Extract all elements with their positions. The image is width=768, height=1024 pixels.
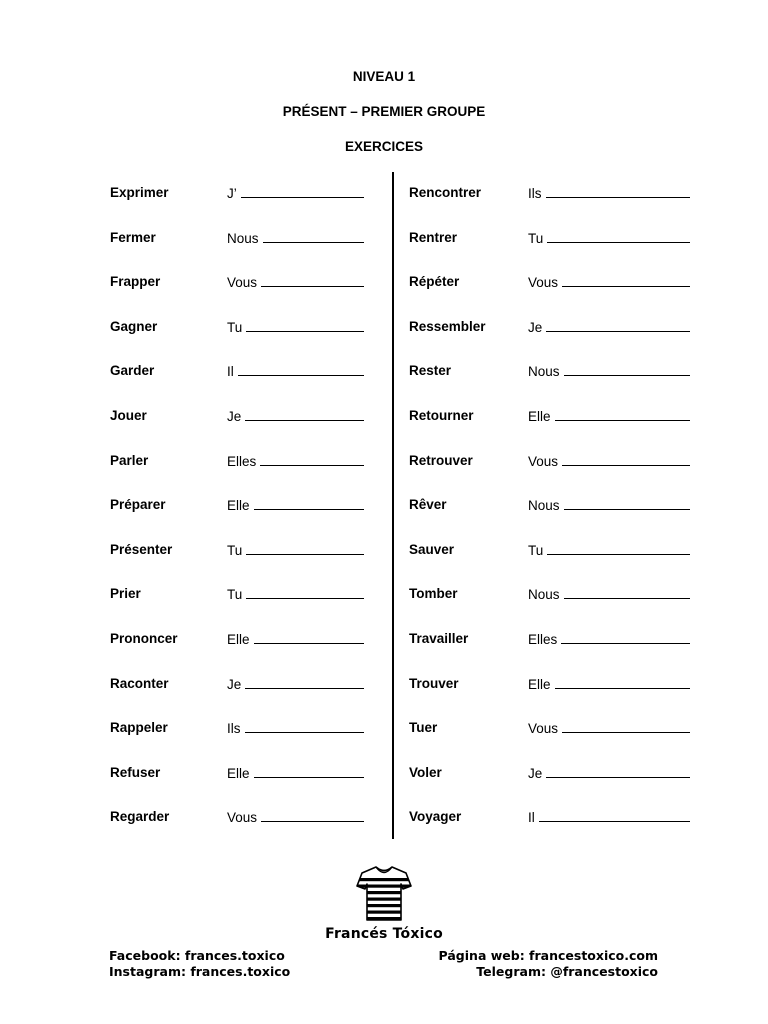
verb-label: Exprimer <box>110 185 169 200</box>
answer-field[interactable] <box>528 765 690 781</box>
pronoun-label: Je <box>227 677 242 692</box>
answer-field[interactable] <box>528 274 690 290</box>
verb-label: Regarder <box>110 809 170 824</box>
answer-field[interactable] <box>227 185 364 201</box>
brand-name: Francés Tóxico <box>325 926 443 942</box>
pronoun-label: Je <box>227 409 242 424</box>
pronoun-label: Elles <box>528 632 558 647</box>
answer-field[interactable] <box>227 363 364 379</box>
answer-blank[interactable] <box>561 631 690 644</box>
verb-label: Retourner <box>409 408 474 423</box>
answer-blank[interactable] <box>546 319 690 332</box>
answer-field[interactable] <box>528 363 690 379</box>
answer-field[interactable] <box>227 631 364 647</box>
topic-title: PRÉSENT – PREMIER GROUPE <box>282 104 486 119</box>
verb-label: Répéter <box>409 274 460 289</box>
answer-blank[interactable] <box>263 230 364 243</box>
verb-label: Jouer <box>110 408 147 423</box>
verb-label: Frapper <box>110 274 161 289</box>
brand-logo <box>324 864 444 942</box>
answer-blank[interactable] <box>261 274 364 287</box>
verb-label: Voyager <box>409 809 462 824</box>
pronoun-label: Tu <box>227 587 243 602</box>
answer-field[interactable] <box>227 765 364 781</box>
pronoun-label: Je <box>528 320 543 335</box>
answer-field[interactable] <box>528 185 690 201</box>
answer-blank[interactable] <box>246 586 364 599</box>
pronoun-label: Vous <box>227 810 258 825</box>
pronoun-label: Il <box>227 364 234 379</box>
answer-blank[interactable] <box>562 274 690 287</box>
verb-label: Fermer <box>110 230 156 245</box>
verb-label: Raconter <box>110 676 169 691</box>
facebook-link[interactable]: Facebook: frances.toxico <box>109 948 285 963</box>
pronoun-label: Nous <box>227 231 259 246</box>
pronoun-label: Elle <box>227 498 250 513</box>
level-title: NIVEAU 1 <box>352 69 416 84</box>
answer-blank[interactable] <box>555 676 690 689</box>
pronoun-label: Il <box>528 810 535 825</box>
pronoun-label: Tu <box>528 543 544 558</box>
pronoun-label: Elle <box>528 677 551 692</box>
answer-blank[interactable] <box>245 676 364 689</box>
answer-blank[interactable] <box>245 720 365 733</box>
answer-field[interactable] <box>528 676 690 692</box>
verb-label: Ressembler <box>409 319 486 334</box>
verb-label: Prier <box>110 586 141 601</box>
column-divider <box>392 172 394 839</box>
verb-label: Prononcer <box>110 631 178 646</box>
answer-blank[interactable] <box>254 497 364 510</box>
answer-blank[interactable] <box>547 230 690 243</box>
answer-blank[interactable] <box>547 542 690 555</box>
answer-field[interactable] <box>528 408 690 424</box>
answer-field[interactable] <box>227 408 364 424</box>
pronoun-label: Vous <box>528 275 559 290</box>
verb-label: Sauver <box>409 542 455 557</box>
instagram-link[interactable]: Instagram: frances.toxico <box>109 964 291 979</box>
answer-field[interactable] <box>528 453 690 469</box>
answer-field[interactable] <box>227 453 364 469</box>
pronoun-label: Nous <box>528 498 560 513</box>
answer-field[interactable] <box>227 542 364 558</box>
answer-field[interactable] <box>227 676 364 692</box>
verb-label: Tomber <box>409 586 458 601</box>
pronoun-label: Elle <box>528 409 551 424</box>
verb-label: Travailler <box>409 631 469 646</box>
answer-blank[interactable] <box>546 185 691 198</box>
verb-label: Garder <box>110 363 155 378</box>
pronoun-label: Elle <box>227 766 250 781</box>
verb-label: Rappeler <box>110 720 168 735</box>
answer-field[interactable] <box>528 809 690 825</box>
pronoun-label: Vous <box>528 721 559 736</box>
answer-field[interactable] <box>528 497 690 513</box>
answer-field[interactable] <box>227 274 364 290</box>
pronoun-label: Nous <box>528 364 560 379</box>
pronoun-label: Tu <box>227 320 243 335</box>
pronoun-label: Vous <box>528 454 559 469</box>
answer-blank[interactable] <box>246 319 364 332</box>
verb-label: Refuser <box>110 765 161 780</box>
answer-field[interactable] <box>528 542 690 558</box>
verb-label: Tuer <box>409 720 438 735</box>
verb-label: Voler <box>409 765 442 780</box>
answer-field[interactable] <box>227 809 364 825</box>
verb-label: Parler <box>110 453 149 468</box>
answer-blank[interactable] <box>241 185 364 198</box>
answer-field[interactable] <box>528 720 690 736</box>
answer-blank[interactable] <box>564 497 690 510</box>
answer-field[interactable] <box>227 319 364 335</box>
pronoun-label: Tu <box>528 231 544 246</box>
answer-field[interactable] <box>528 631 690 647</box>
verb-label: Préparer <box>110 497 166 512</box>
verb-label: Rester <box>409 363 452 378</box>
verb-label: Présenter <box>110 542 173 557</box>
answer-field[interactable] <box>227 497 364 513</box>
answer-blank[interactable] <box>562 720 690 733</box>
verb-label: Rentrer <box>409 230 458 245</box>
answer-blank[interactable] <box>254 765 364 778</box>
verb-label: Trouver <box>409 676 459 691</box>
telegram-link[interactable]: Telegram: @francestoxico <box>476 964 658 979</box>
answer-blank[interactable] <box>564 586 690 599</box>
pronoun-label: Ils <box>227 721 241 736</box>
answer-field[interactable] <box>227 586 364 602</box>
answer-blank[interactable] <box>246 542 364 555</box>
pronoun-label: Tu <box>227 543 243 558</box>
answer-blank[interactable] <box>564 363 690 376</box>
answer-blank[interactable] <box>261 809 364 822</box>
answer-blank[interactable] <box>555 408 690 421</box>
pronoun-label: Ils <box>528 186 542 201</box>
answer-blank[interactable] <box>245 408 364 421</box>
verb-label: Rêver <box>409 497 447 512</box>
answer-field[interactable] <box>227 720 364 736</box>
answer-blank[interactable] <box>260 453 364 466</box>
verb-label: Rencontrer <box>409 185 482 200</box>
verb-label: Retrouver <box>409 453 473 468</box>
answer-field[interactable] <box>227 230 364 246</box>
answer-field[interactable] <box>528 319 690 335</box>
answer-blank[interactable] <box>254 631 364 644</box>
pronoun-label: J’ <box>227 186 237 201</box>
answer-blank[interactable] <box>562 453 690 466</box>
answer-field[interactable] <box>528 230 690 246</box>
answer-blank[interactable] <box>546 765 690 778</box>
website-link[interactable]: Página web: francestoxico.com <box>438 948 658 963</box>
pronoun-label: Elle <box>227 632 250 647</box>
pronoun-label: Nous <box>528 587 560 602</box>
verb-label: Gagner <box>110 319 158 334</box>
pronoun-label: Elles <box>227 454 257 469</box>
answer-field[interactable] <box>528 586 690 602</box>
striped-shirt-icon <box>354 864 414 922</box>
pronoun-label: Vous <box>227 275 258 290</box>
answer-blank[interactable] <box>539 809 690 822</box>
answer-blank[interactable] <box>238 363 364 376</box>
pronoun-label: Je <box>528 766 543 781</box>
section-title: EXERCICES <box>344 139 424 154</box>
